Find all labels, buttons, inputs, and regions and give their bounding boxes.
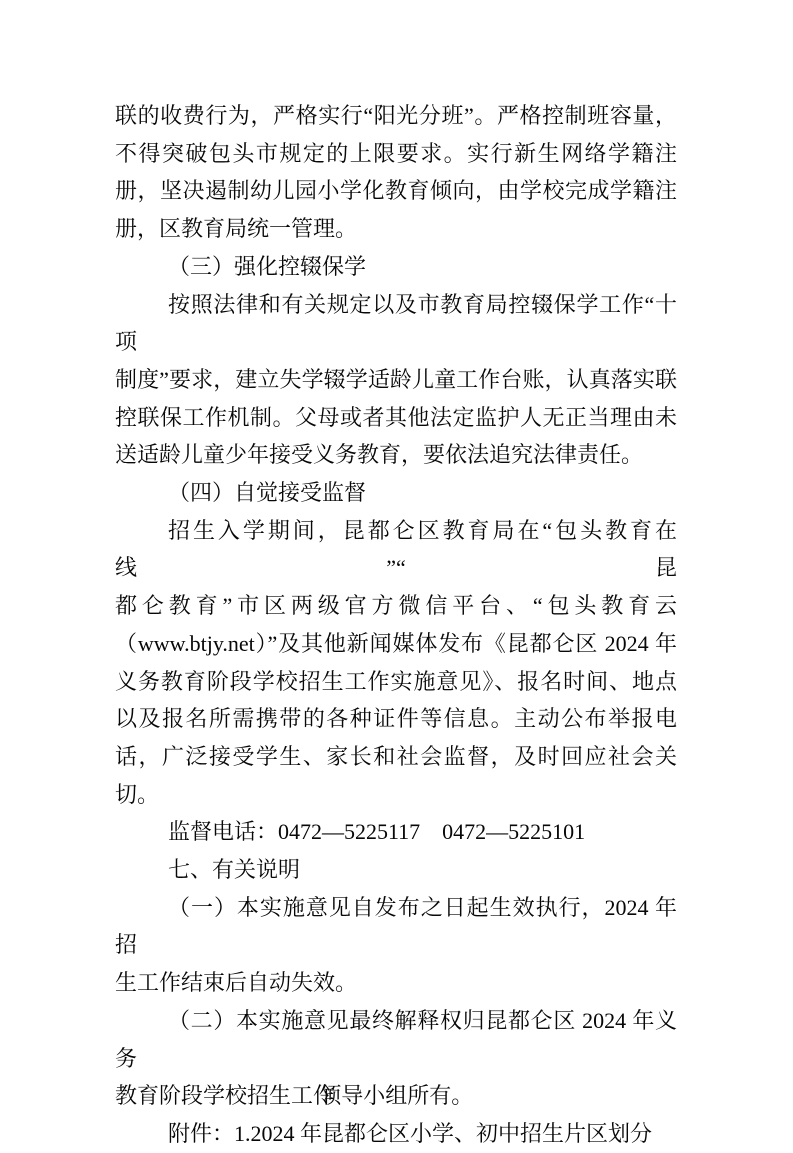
text-line: （一）本实施意见自发布之日起生效执行，2024 年招 (115, 894, 677, 958)
text-line: 切。 (115, 781, 160, 807)
text-line: 控联保工作机制。父母或者其他法定监护人无正当理由未 (115, 404, 677, 430)
text-line (115, 1077, 677, 1115)
text-line: 话，广泛接受学生、家长和社会监督，及时回应社会关 (115, 743, 677, 769)
section-heading-7: 七、有关说明 (168, 857, 301, 883)
text-segment: 教育阶段学校招生工作 (115, 1083, 336, 1109)
attachment-line: 附件：1.2024 年昆都仑区小学、初中招生片区划分 (168, 1120, 653, 1146)
text-line: （www.btjy.net）”及其他新闻媒体发布《昆都仑区 2024 年 (115, 630, 677, 656)
text-line: 都仑教育”市区两级官方微信平台、“包头教育云 (115, 593, 677, 619)
text-line: 按照法律和有关规定以及市教育局控辍保学工作“十项 (115, 291, 677, 355)
text-line: 送适龄儿童少年接受义务教育，要依法追究法律责任。 (115, 442, 644, 468)
text-line: 不得突破包头市规定的上限要求。实行新生网络学籍注 (115, 140, 677, 166)
text-segment-overlapped: 领导小组所有。 (319, 1083, 474, 1109)
text-line: 义务教育阶段学校招生工作实施意见》、报名时间、地点 (115, 668, 677, 694)
supervision-phone-line: 监督电话：0472—5225117 0472—5225101 (168, 819, 586, 845)
text-line: （二）本实施意见最终解释权归昆都仑区 2024 年义务 (115, 1007, 677, 1071)
text-line: 招生入学期间，昆都仑区教育局在“包头教育在线”“昆 (115, 517, 677, 581)
text-line: 以及报名所需携带的各种证件等信息。主动公布举报电 (115, 706, 677, 732)
text-line: 册，坚决遏制幼儿园小学化教育倾向，由学校完成学籍注 (115, 178, 677, 204)
text-line: 联的收费行为，严格实行“阳光分班”。严格控制班容量， (115, 103, 677, 128)
text-line: 册，区教育局统一管理。 (115, 216, 358, 242)
text-line: 生工作结束后自动失效。 (115, 970, 358, 996)
section-heading-4: （四）自觉接受监督 (168, 480, 367, 506)
section-heading-3: （三）强化控辍保学 (168, 253, 367, 279)
text-line: 制度”要求，建立失学辍学适龄儿童工作台账，认真落实联 (115, 366, 677, 392)
